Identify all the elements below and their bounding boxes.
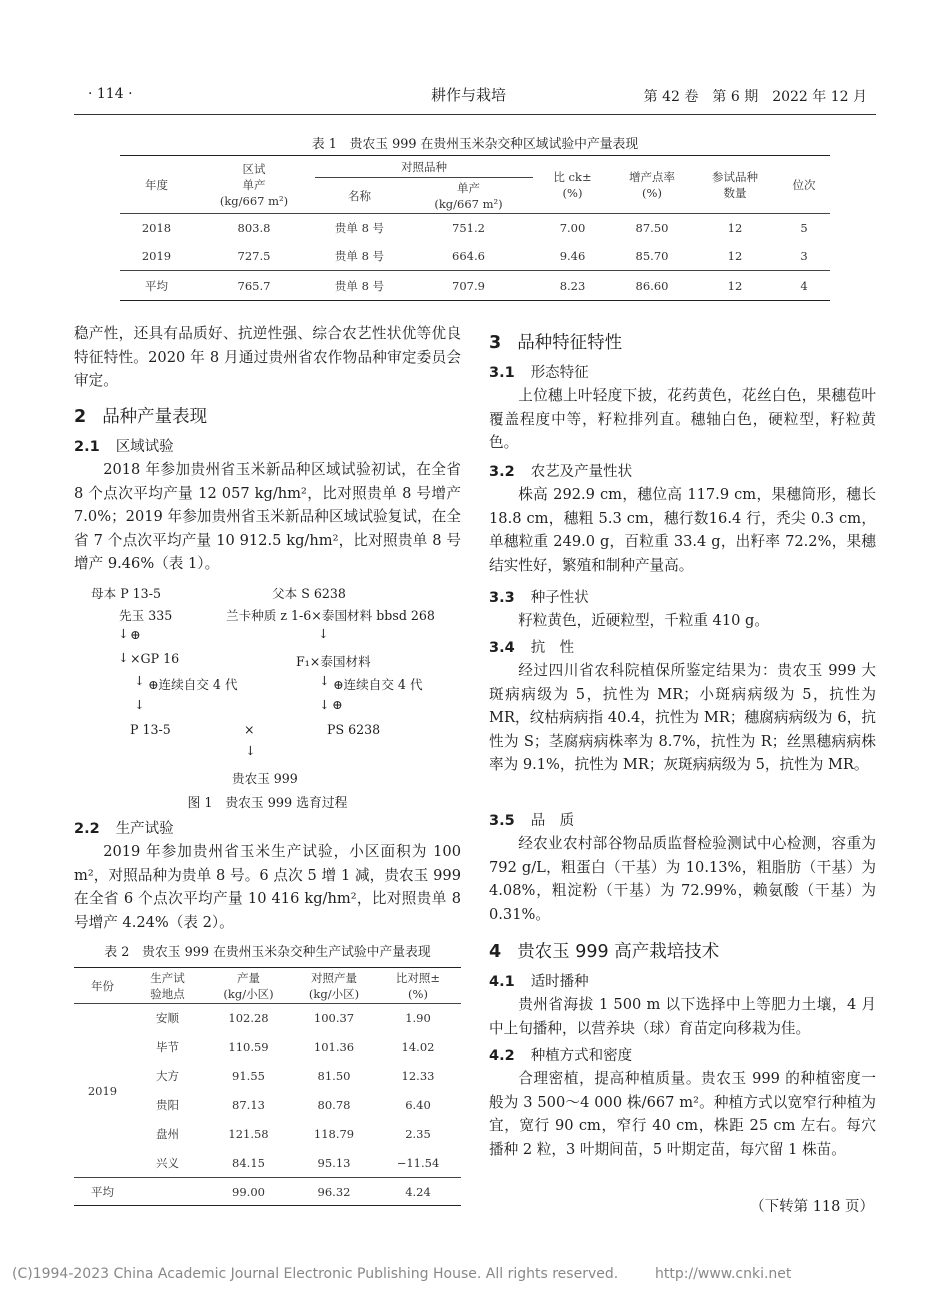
fig-mother: 母本 P 13-5: [91, 586, 161, 601]
issue-info: 第 42 卷 第 6 期 2022 年 12 月: [643, 89, 867, 105]
section-2-heading: 2 品种产量表现: [74, 407, 208, 427]
table2: [74, 967, 461, 1206]
fig-arrow: ↓: [319, 697, 330, 712]
section-3-5-heading: 3.5 品 质: [489, 813, 575, 829]
fig-lanka: 兰卡种质 z 1-6×泰国材料 bbsd 268: [226, 608, 435, 623]
t1-h-count: 参试品种 数量: [712, 169, 758, 200]
section-2-2-text: 2019 年参加贵州省玉米生产试验，小区面积为 100 m²，对照品种为贵单 8 号。6 点次 5 增 1 减，贵农玉 999 在全省 6 个点次平均产量 10 416 kg/hm²，比对照贵单 8 号增产 4.24%（表 2）。: [74, 843, 461, 931]
table2-row: 盘州 121.58 118.79 2.35: [156, 1127, 431, 1141]
section-3-4-text: 经过四川省农科院植保所鉴定结果为：贵农玉 999 大斑病病级为 5，抗性为 MR；小斑病病级为 5，抗性为 MR，纹枯病病指 40.4，抗性为 MR；穗腐病病级为 6，抗性为 S；茎腐病病株率为 8.7%，抗性为 R；丝黑穗病病株率为 9.1%，抗性为 MR；灰斑病病级为 5，抗性为 MR。: [489, 662, 876, 774]
t1-h-ctrl: 对照品种: [315, 156, 533, 178]
fig-ps6238: PS 6238: [327, 722, 381, 737]
section-3-1-text: 上位穗上叶轻度下披，花药黄色，花丝白色，果穗苞叶覆盖程度中等，籽粒排列直。穗轴白色，硬粒型，籽粒黄色。: [489, 387, 876, 452]
section-3-heading: 3 品种特征特性: [489, 333, 623, 353]
table2-caption: 表 2 贵农玉 999 在贵州玉米杂交种生产试验中产量表现: [104, 945, 431, 960]
section-4-2-text: 合理密植，提高种植质量。贵农玉 999 的种植密度一般为 3 500～4 000 株/667 m²。种植方式以宽窄行种植为宜，宽行 90 cm，窄行 40 cm，株距 25 cm 左右。每穴播种 2 粒，3 叶期间苗，5 叶期定苗，每穴留 1 株苗。: [489, 1070, 876, 1158]
cnki-link[interactable]: http://www.cnki.net: [655, 1266, 792, 1282]
table1-row: 2019 727.5 贵单 8 号 664.6 9.46 85.70 12 3: [120, 243, 830, 271]
t2-h-ratio: 比对照± (%): [395, 970, 441, 1001]
continued-note: （下转第 118 页）: [750, 1199, 874, 1215]
t1-h-cyield: 单产 (kg/667 m²): [434, 180, 503, 211]
section-3-3-heading: 3.3 种子性状: [489, 590, 589, 606]
section-3-2-heading: 3.2 农艺及产量性状: [489, 464, 633, 480]
intro-paragraph: 稳产性，还具有品质好、抗逆性强、综合农艺性状优等优良特征特性。2020 年 8 月通过贵州省农作物品种审定委员会审定。: [74, 325, 461, 390]
header-rule: [74, 114, 876, 115]
table1-row: 平均 765.7 贵单 8 号 707.9 8.23 86.60 12 4: [120, 271, 830, 301]
fig-cont-right: ⊕连续自交 4 代: [333, 677, 423, 692]
fig-arrow: ↓: [118, 650, 129, 665]
table1-caption: 表 1 贵农玉 999 在贵州玉米杂交种区域试验中产量表现: [311, 137, 639, 152]
section-2-1-text: 2018 年参加贵州省玉米新品种区域试验初试，在全省 8 个点次平均产量 12 057 kg/hm²，比对照贵单 8 号增产 7.0%；2019 年参加贵州省玉米新品种区域试验复试，在全省 7 个点次平均产量 10 912.5 kg/hm²，比对照贵单 8 号增产 9.46%（表 1）。: [74, 461, 461, 573]
t1-h-name: 名称: [348, 188, 371, 203]
t1-h-year: 年度: [145, 177, 168, 192]
fig-arrow: ↓: [134, 697, 145, 712]
t1-h-ratio: 比 ck± (%): [553, 169, 592, 200]
fig-gp16: ×GP 16: [130, 651, 180, 666]
t2-h-year: 年份: [91, 978, 114, 993]
page-number: · 114 ·: [88, 86, 133, 102]
fig-result: 贵农玉 999: [232, 771, 298, 786]
figure1-breeding-diagram: [74, 583, 461, 798]
fig-arrow: ↓: [318, 626, 329, 641]
journal-title: 耕作与栽培: [431, 86, 507, 104]
fig-father: 父本 S 6238: [272, 586, 346, 601]
fig-arrow: ↓: [118, 626, 129, 641]
section-4-heading: 4 贵农玉 999 高产栽培技术: [489, 942, 720, 962]
table1: [120, 155, 830, 301]
fig-f1: F₁×泰国材料: [296, 654, 371, 669]
fig-arrow: ↓: [319, 673, 330, 688]
section-4-1-heading: 4.1 适时播种: [489, 974, 589, 990]
table2-row: 大方 91.55 81.50 12.33: [156, 1069, 435, 1083]
t2-year: 2019: [74, 1004, 131, 1178]
t1-h-rate: 增产点率 (%): [629, 169, 675, 200]
section-3-2-text: 株高 292.9 cm，穗位高 117.9 cm，果穗筒形，穗长 18.8 cm，穗粗 5.3 cm，穗行数16.4 行，秃尖 0.3 cm，单穗粒重 249.0 g，百粒重 33.4 g，出籽率 72.2%，果穗结实性好，繁殖和制种产量高。: [489, 486, 876, 574]
fig-cross: ×: [244, 722, 255, 737]
t1-h-yield: 区试 单产 (kg/667 m²): [219, 161, 289, 208]
fig-selfing-2: ⊕: [332, 697, 343, 712]
table2-row: 毕节 110.59 101.36 14.02: [156, 1040, 435, 1054]
fig-selfing-1: ⊕: [130, 627, 141, 642]
t1-h-rank: 位次: [792, 177, 816, 192]
section-3-5-text: 经农业农村部谷物品质监督检验测试中心检测，容重为 792 g/L，粗蛋白（干基）为 10.13%，粗脂肪（干基）为 4.08%，粗淀粉（干基）为 72.99%，赖氨酸（干基）为 0.31%。: [489, 835, 876, 923]
t2-h-yield: 产量 (kg/小区): [223, 970, 274, 1001]
table2-avg-row: 平均 99.00 96.32 4.24: [74, 1178, 461, 1206]
section-3-3-text: 籽粒黄色，近硬粒型，千粒重 410 g。: [518, 612, 769, 629]
section-4-2-heading: 4.2 种植方式和密度: [489, 1048, 633, 1064]
table2-row: 2019 安顺 102.28 100.37 1.90: [74, 1004, 461, 1033]
fig-arrow: ↓: [134, 673, 145, 688]
copyright-notice: (C)1994-2023 China Academic Journal Electronic Publishing House. All rights reserved.: [12, 1266, 619, 1282]
section-2-1-heading: 2.1 区域试验: [74, 439, 174, 455]
fig-p135: P 13-5: [130, 722, 171, 737]
fig-cont-left: ⊕连续自交 4 代: [148, 677, 238, 692]
section-3-1-heading: 3.1 形态特征: [489, 365, 589, 381]
table2-row: 兴义 84.15 95.13 −11.54: [74, 1149, 461, 1178]
section-4-1-text: 贵州省海拔 1 500 m 以下选择中上等肥力土壤，4 月中上旬播种，以营养块（球）育苗定向移栽为佳。: [489, 996, 876, 1037]
table1-row: 2018 803.8 贵单 8 号 751.2 7.00 87.50 12 5: [141, 221, 808, 236]
t2-h-site: 生产试 验地点: [150, 970, 185, 1001]
fig-arrow: ↓: [245, 743, 256, 758]
section-3-4-heading: 3.4 抗 性: [489, 640, 575, 656]
section-2-2-heading: 2.2 生产试验: [74, 821, 174, 837]
figure1-caption: 图 1 贵农玉 999 选育过程: [187, 796, 348, 811]
table2-row: 贵阳 87.13 80.78 6.40: [156, 1098, 431, 1112]
t2-h-cyield: 对照产量 (kg/小区): [308, 970, 360, 1001]
fig-xianyu: 先玉 335: [119, 608, 173, 623]
